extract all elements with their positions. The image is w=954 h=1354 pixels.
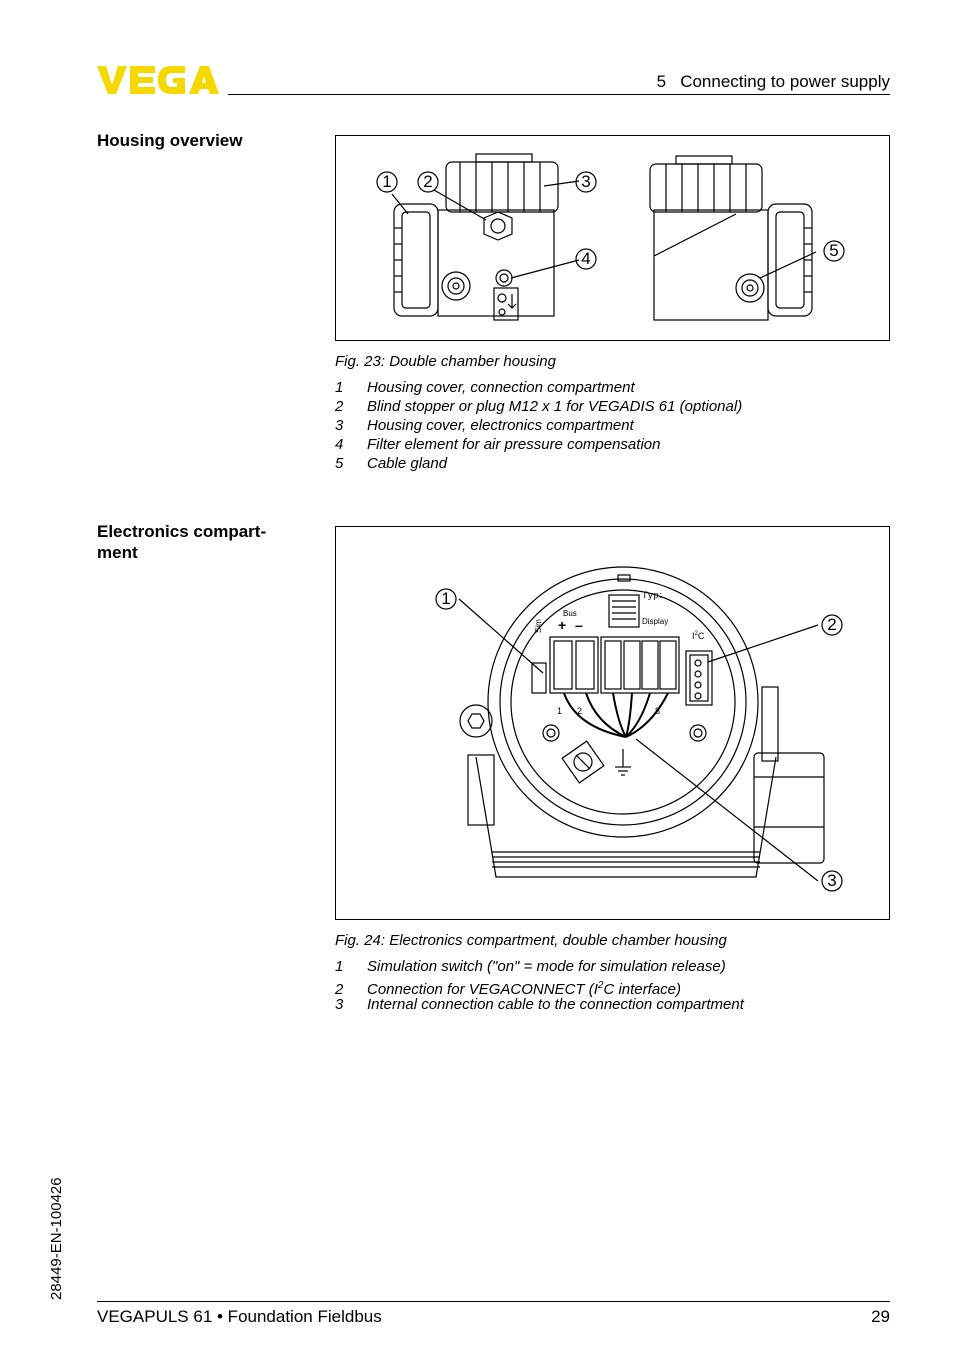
callout-2: 2 (827, 615, 837, 634)
housing-drawing (336, 136, 889, 340)
electronics-drawing (336, 527, 889, 919)
housing-callouts (377, 172, 844, 269)
label-sim: Sim (534, 619, 543, 633)
terminal-label-2: 2 (577, 706, 583, 716)
figure-24-electronics-compartment (335, 526, 890, 920)
label-display: Display (642, 617, 669, 626)
legend-item: 1 Simulation switch ("on" = mode for simulation release) (335, 958, 726, 975)
callout-2: 2 (423, 172, 433, 191)
callout-5: 5 (829, 241, 839, 260)
figure-23-caption: Fig. 23: Double chamber housing (335, 353, 556, 370)
legend-item: 2 Blind stopper or plug M12 x 1 for VEGADIS 61 (optional) (335, 398, 743, 415)
footer-title: VEGAPULS 61 • Foundation Fieldbus (97, 1307, 382, 1326)
terminal-label-8: 8 (655, 706, 661, 716)
vega-logo (97, 64, 219, 96)
housing-rear-view (650, 156, 816, 320)
legend-item: 3 Housing cover, electronics compartment (335, 417, 634, 434)
label-plus: + (558, 617, 567, 633)
label-minus: – (575, 617, 583, 633)
legend-item: 1 Housing cover, connection compartment (335, 379, 635, 396)
label-i2c: $I^2C$ (692, 631, 705, 641)
figure-24-legend (335, 957, 744, 1014)
legend-item: 4 Filter element for air pressure compensation (335, 436, 661, 453)
figure-23-legend (335, 378, 742, 473)
page-number: 29 (871, 1307, 890, 1326)
callout-4: 4 (581, 249, 591, 268)
callout-3: 3 (581, 172, 591, 191)
callout-3: 3 (827, 871, 837, 890)
label-typ: Typ: (642, 590, 664, 600)
header-rule (228, 94, 890, 95)
terminal-label-1: 1 (557, 706, 563, 716)
callout-1: 1 (382, 172, 392, 191)
legend-item: 2 Connection for VEGACONNECT ($I^2C$ interface) (335, 980, 681, 998)
label-bus: Bus (563, 609, 577, 618)
callout-1: 1 (441, 589, 451, 608)
legend-item: 3 Internal connection cable to the connection compartment (335, 996, 744, 1013)
legend-item: 5 Cable gland (335, 455, 448, 472)
header-section-title: 5 Connecting to power supply (656, 72, 890, 91)
housing-heading: Housing overview (97, 131, 243, 150)
document-code-vertical: 28449-EN-100426 (48, 1177, 65, 1300)
footer-rule (97, 1301, 890, 1302)
electronics-heading: Electronics compart- ment (97, 522, 267, 562)
figure-24-caption: Fig. 24: Electronics compartment, double chamber housing (335, 932, 727, 949)
figure-23-double-chamber-housing (335, 135, 890, 341)
